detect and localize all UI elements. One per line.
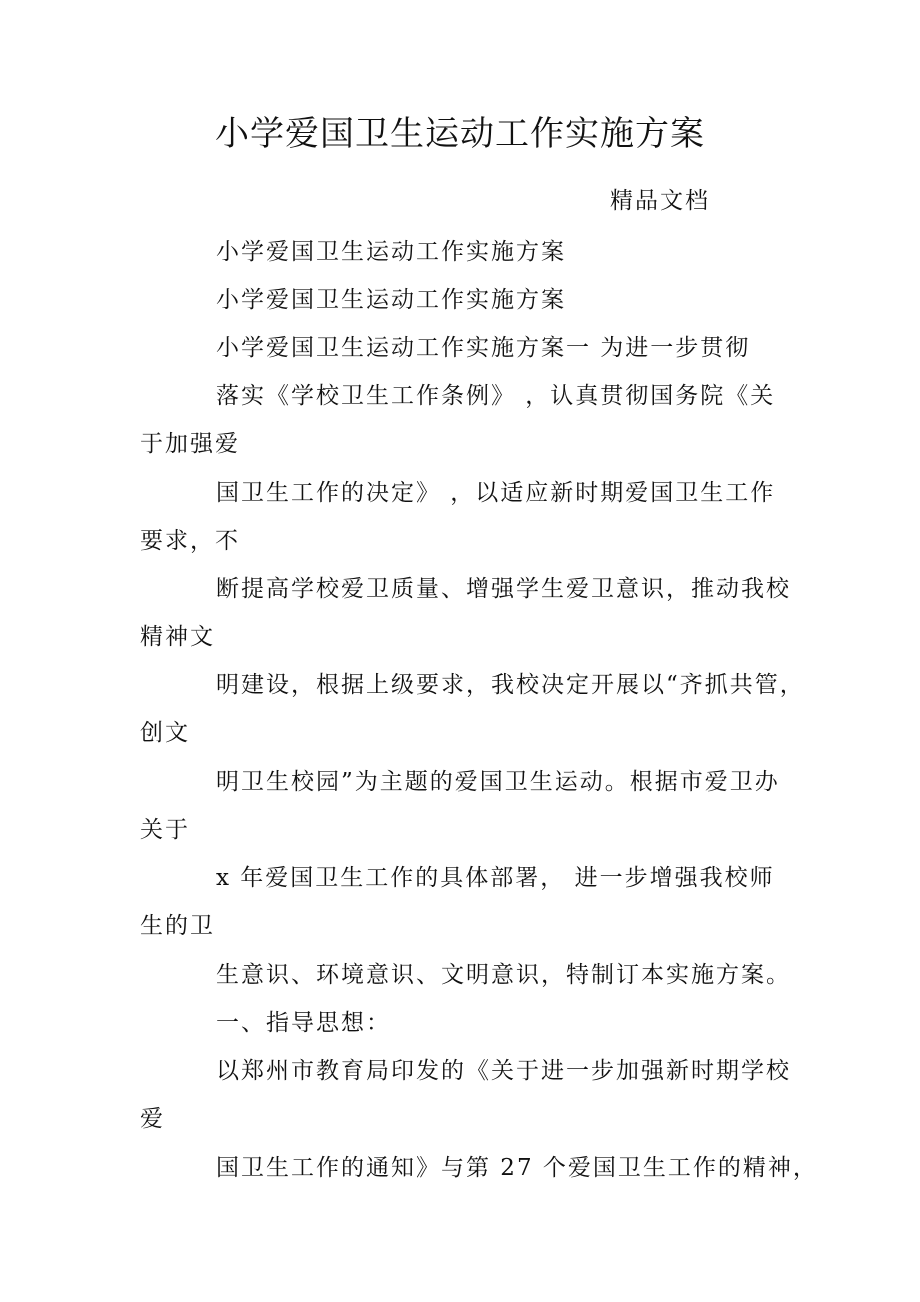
text-line: 精神文 (140, 624, 215, 650)
text-line: 于加强爱 (140, 431, 240, 457)
document-title: 小学爱国卫生运动工作实施方案 (215, 114, 705, 154)
text-line: 明卫生校园”为主题的爱国卫生运动。根据市爱卫办 (216, 769, 780, 795)
text-line: 要求，不 (140, 528, 240, 554)
text-line: 小学爱国卫生运动工作实施方案 (216, 287, 566, 313)
text-line: 生的卫 (140, 913, 215, 939)
section-heading: 一、指导思想： (216, 1010, 391, 1036)
text-line: 国卫生工作的决定》 ，以适应新时期爱国卫生工作 (216, 480, 776, 506)
text-line: 断提高学校爱卫质量、增强学生爱卫意识，推动我校 (216, 576, 791, 602)
text-line: x 年爱国卫生工作的具体部署， 进一步增强我校师 (216, 865, 775, 891)
text-line: 创文 (140, 720, 190, 746)
text-line: 生意识、环境意识、文明意识，特制订本实施方案。 (216, 962, 791, 988)
text-line: 明建设，根据上级要求，我校决定开展以“齐抓共管， (216, 672, 805, 698)
text-line: 小学爱国卫生运动工作实施方案一 为进一步贯彻 (216, 335, 751, 361)
text-line: 小学爱国卫生运动工作实施方案 (216, 239, 566, 265)
text-line: 落实《学校卫生工作条例》 ，认真贯彻国务院《关 (216, 383, 776, 409)
text-line: 爱 (140, 1106, 165, 1132)
text-line: 以郑州市教育局印发的《关于进一步加强新时期学校 (216, 1058, 791, 1084)
header-tag: 精品文档 (610, 188, 710, 214)
text-line: 关于 (140, 817, 190, 843)
text-line: 国卫生工作的通知》与第 27 个爱国卫生工作的精神， (216, 1155, 818, 1181)
